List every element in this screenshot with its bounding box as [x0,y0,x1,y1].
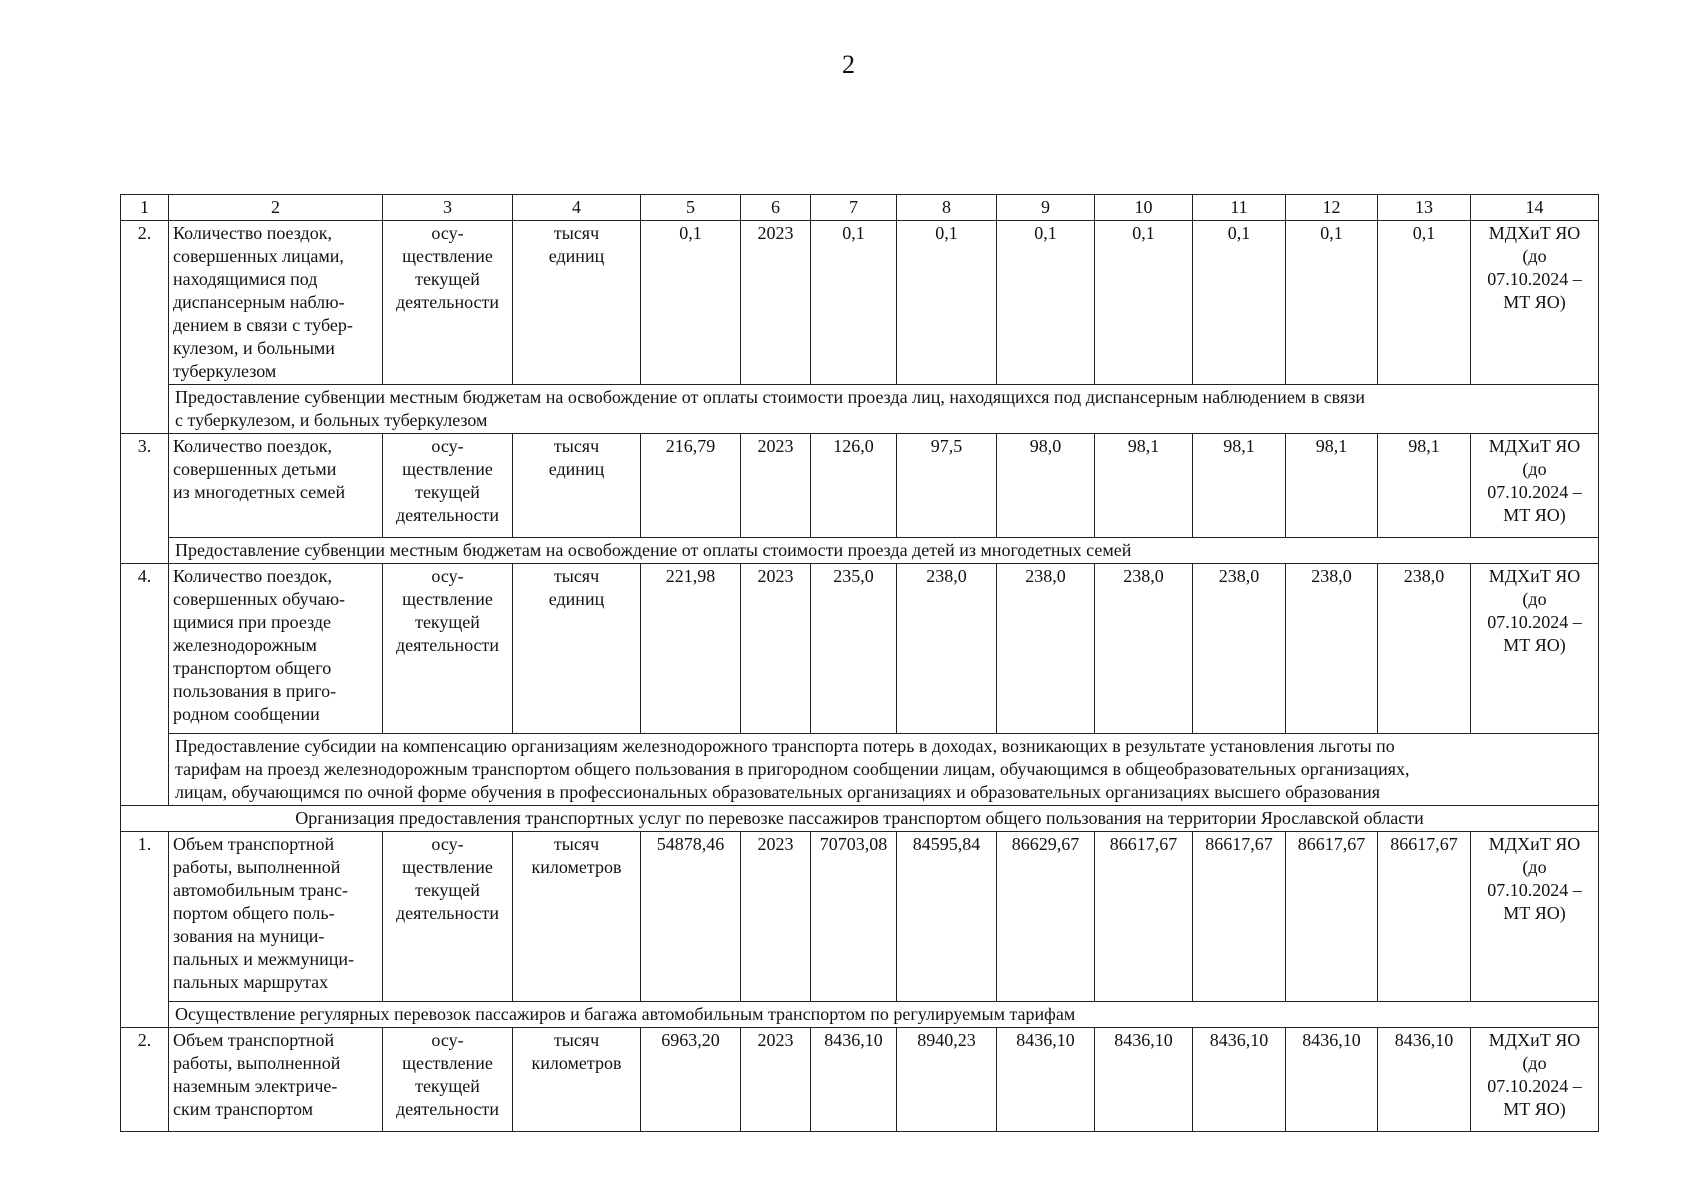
column-header: 6 [741,195,811,221]
value-cell: 8436,10 [997,1028,1095,1132]
indicator-type-line: осу- [431,436,464,456]
value-cell: 126,0 [811,434,897,538]
column-header: 10 [1095,195,1193,221]
unit [513,221,641,385]
indicator-type-line: осу- [431,834,464,854]
note-row [121,1002,1599,1028]
value-cell: 0,1 [1193,221,1286,385]
column-header: 2 [169,195,383,221]
value-cell: 86617,67 [1286,832,1378,1002]
indicator-name-line: транспортом общего [173,658,332,678]
indicator-type-line: деятельности [395,292,500,312]
indicator-type-line: осу- [431,566,464,586]
indicator-name-line: Количество поездок, [173,436,332,456]
unit [513,832,641,1002]
indicator-name-line: совершенных детьми [173,459,337,479]
responsible-line: МТ ЯО) [1503,292,1566,312]
value-cell: 221,98 [641,564,741,734]
indicator-name [169,1028,383,1132]
indicator-name-line: Объем транспортной [173,1030,335,1050]
indicator-type-line: ществление [402,246,493,266]
value-cell: 2023 [741,434,811,538]
note-line: Осуществление регулярных перевозок пассажиров и багажа автомобильным транспортом по регулируемым тарифам [175,1004,1076,1024]
indicator-name-line: кулезом, и больными [173,338,335,358]
unit [513,1028,641,1132]
value-cell: 238,0 [1286,564,1378,734]
column-header: 13 [1378,195,1471,221]
responsible-line: 07.10.2024 – [1487,482,1582,502]
indicator-name-line: ским транспортом [173,1099,314,1119]
responsible-line: МДХиТ ЯО [1488,436,1581,456]
responsible-line: МТ ЯО) [1503,1099,1566,1119]
value-cell: 70703,08 [811,832,897,1002]
responsible-line: 07.10.2024 – [1487,269,1582,289]
value-cell: 8436,10 [1095,1028,1193,1132]
value-cell: 2023 [741,221,811,385]
indicator-name-line: железнодорожным [173,635,317,655]
value-cell: 0,1 [897,221,997,385]
value-cell: 84595,84 [897,832,997,1002]
indicator-name-line: диспансерным наблю- [173,292,345,312]
note [169,1002,1599,1028]
indicator-name-line: пользования в приго- [173,681,337,701]
indicator-name-line: щимися при проезде [173,612,332,632]
indicator-type-line: текущей [415,612,480,632]
responsible [1471,564,1599,734]
table-row [121,564,1599,734]
unit-line: тысяч [553,223,600,243]
responsible [1471,221,1599,385]
responsible [1471,1028,1599,1132]
responsible-line: МДХиТ ЯО [1488,566,1581,586]
value-cell: 2023 [741,832,811,1002]
unit-line: тысяч [553,566,600,586]
row-number: 2. [121,1028,169,1132]
indicator-name-line: наземным электриче- [173,1076,338,1096]
indicator-type [383,221,513,385]
indicator-type-line: ществление [402,857,493,877]
value-cell: 6963,20 [641,1028,741,1132]
note [169,734,1599,806]
value-cell: 216,79 [641,434,741,538]
value-cell: 86617,67 [1193,832,1286,1002]
value-cell: 54878,46 [641,832,741,1002]
value-cell: 2023 [741,1028,811,1132]
indicator-name-line: туберкулезом [173,361,277,381]
column-header: 11 [1193,195,1286,221]
unit-line: тысяч [553,436,600,456]
indicator-name-line: зования на муници- [173,926,325,946]
unit [513,434,641,538]
indicator-type-line: осу- [431,223,464,243]
indicator-type [383,832,513,1002]
value-cell: 86617,67 [1095,832,1193,1002]
row-number: 4. [121,564,169,806]
value-cell: 2023 [741,564,811,734]
indicator-name-line: из многодетных семей [173,482,346,502]
note-line: с туберкулезом, и больных туберкулезом [175,410,488,430]
column-header: 14 [1471,195,1599,221]
note-row [121,385,1599,434]
value-cell: 98,1 [1286,434,1378,538]
header-row [121,195,1599,221]
indicator-name-line: совершенных обучаю- [173,589,346,609]
indicator-type-line: деятельности [395,1099,500,1119]
note-line: лицам, обучающимся по очной форме обучения в профессиональных образовательных организациях и образовательных организациях высшего образования [175,782,1381,802]
value-cell: 235,0 [811,564,897,734]
column-header: 4 [513,195,641,221]
row-number: 2. [121,221,169,434]
responsible [1471,832,1599,1002]
indicator-name-line: родном сообщении [173,704,320,724]
indicator-type-line: ществление [402,459,493,479]
responsible-line: МТ ЯО) [1503,635,1566,655]
indicator-name-line: пальных маршрутах [173,972,329,992]
value-cell: 0,1 [1286,221,1378,385]
responsible [1471,434,1599,538]
value-cell: 0,1 [997,221,1095,385]
indicator-name-line: Количество поездок, [173,223,332,243]
section-row [121,806,1599,832]
responsible-line: МДХиТ ЯО [1488,834,1581,854]
indicator-name [169,221,383,385]
value-cell: 98,1 [1095,434,1193,538]
responsible-line: МДХиТ ЯО [1488,1030,1581,1050]
indicator-type-line: текущей [415,269,480,289]
value-cell: 0,1 [1095,221,1193,385]
unit [513,564,641,734]
indicator-name [169,832,383,1002]
column-header: 7 [811,195,897,221]
table-row [121,1028,1599,1132]
indicator-type-line: осу- [431,1030,464,1050]
responsible-line: (до [1522,857,1547,877]
indicator-type [383,564,513,734]
column-header: 9 [997,195,1095,221]
table-row [121,434,1599,538]
indicator-name-line: находящимися под [173,269,318,289]
indicator-type-line: текущей [415,1076,480,1096]
unit-line: единиц [548,589,605,609]
value-cell: 0,1 [811,221,897,385]
responsible-line: (до [1522,459,1547,479]
note-line: Предоставление субсидии на компенсацию организациям железнодорожного транспорта потерь в доходах, возникающих в результате установления льготы по [175,736,1395,756]
table-row [121,832,1599,1002]
indicator-name-line: работы, выполненной [173,857,341,877]
value-cell: 98,0 [997,434,1095,538]
indicator-name-line: Количество поездок, [173,566,332,586]
value-cell: 238,0 [897,564,997,734]
indicator-name-line: Объем транспортной [173,834,335,854]
note-line: тарифам на проезд железнодорожным транспортом общего пользования в пригородном сообщении лицам, обучающимся в общеобразовательных организациях, [175,759,1410,779]
value-cell: 238,0 [1193,564,1286,734]
indicator-name-line: пальных и межмуници- [173,949,355,969]
indicator-type-line: текущей [415,482,480,502]
indicator-name-line: автомобильным транс- [173,880,349,900]
value-cell: 86617,67 [1378,832,1471,1002]
column-header: 12 [1286,195,1378,221]
responsible-line: (до [1522,246,1547,266]
indicator-type-line: ществление [402,589,493,609]
value-cell: 238,0 [997,564,1095,734]
value-cell: 8436,10 [1286,1028,1378,1132]
note [169,385,1599,434]
indicators-table [120,194,1599,1132]
note [169,538,1599,564]
table-row [121,221,1599,385]
column-header: 3 [383,195,513,221]
row-number: 1. [121,832,169,1028]
indicator-name-line: дением в связи с тубер- [173,315,353,335]
indicator-name-line: совершенных лицами, [173,246,344,266]
value-cell: 8940,23 [897,1028,997,1132]
responsible-line: 07.10.2024 – [1487,1076,1582,1096]
indicator-type-line: деятельности [395,505,500,525]
responsible-line: МТ ЯО) [1503,505,1566,525]
value-cell: 0,1 [1378,221,1471,385]
note-row [121,538,1599,564]
value-cell: 0,1 [641,221,741,385]
unit-line: километров [531,857,622,877]
unit-line: километров [531,1053,622,1073]
value-cell: 8436,10 [1378,1028,1471,1132]
indicator-type-line: деятельности [395,903,500,923]
note-line: Предоставление субвенции местным бюджетам на освобождение от оплаты стоимости проезда лиц, находящихся под диспансерным наблюдением в связи [175,387,1365,407]
value-cell: 97,5 [897,434,997,538]
unit-line: тысяч [553,1030,600,1050]
responsible-line: (до [1522,589,1547,609]
value-cell: 98,1 [1378,434,1471,538]
column-header: 8 [897,195,997,221]
row-number: 3. [121,434,169,564]
responsible-line: 07.10.2024 – [1487,612,1582,632]
unit-line: единиц [548,246,605,266]
indicator-type-line: ществление [402,1053,493,1073]
responsible-line: (до [1522,1053,1547,1073]
value-cell: 8436,10 [811,1028,897,1132]
value-cell: 98,1 [1193,434,1286,538]
unit-line: единиц [548,459,605,479]
column-header: 5 [641,195,741,221]
indicator-type [383,1028,513,1132]
responsible-line: 07.10.2024 – [1487,880,1582,900]
section-title: Организация предоставления транспортных услуг по перевозке пассажиров транспортом общего пользования на территории Ярославской области [121,806,1599,832]
note-line: Предоставление субвенции местным бюджетам на освобождение от оплаты стоимости проезда детей из многодетных семей [175,540,1132,560]
indicator-name [169,564,383,734]
indicator-name [169,434,383,538]
unit-line: тысяч [553,834,600,854]
indicator-type [383,434,513,538]
indicator-name-line: портом общего поль- [173,903,335,923]
page-number: 2 [842,50,855,79]
responsible-line: МДХиТ ЯО [1488,223,1581,243]
value-cell: 238,0 [1378,564,1471,734]
column-header: 1 [121,195,169,221]
value-cell: 8436,10 [1193,1028,1286,1132]
indicator-name-line: работы, выполненной [173,1053,341,1073]
value-cell: 238,0 [1095,564,1193,734]
indicator-type-line: деятельности [395,635,500,655]
responsible-line: МТ ЯО) [1503,903,1566,923]
indicator-type-line: текущей [415,880,480,900]
value-cell: 86629,67 [997,832,1095,1002]
note-row [121,734,1599,806]
